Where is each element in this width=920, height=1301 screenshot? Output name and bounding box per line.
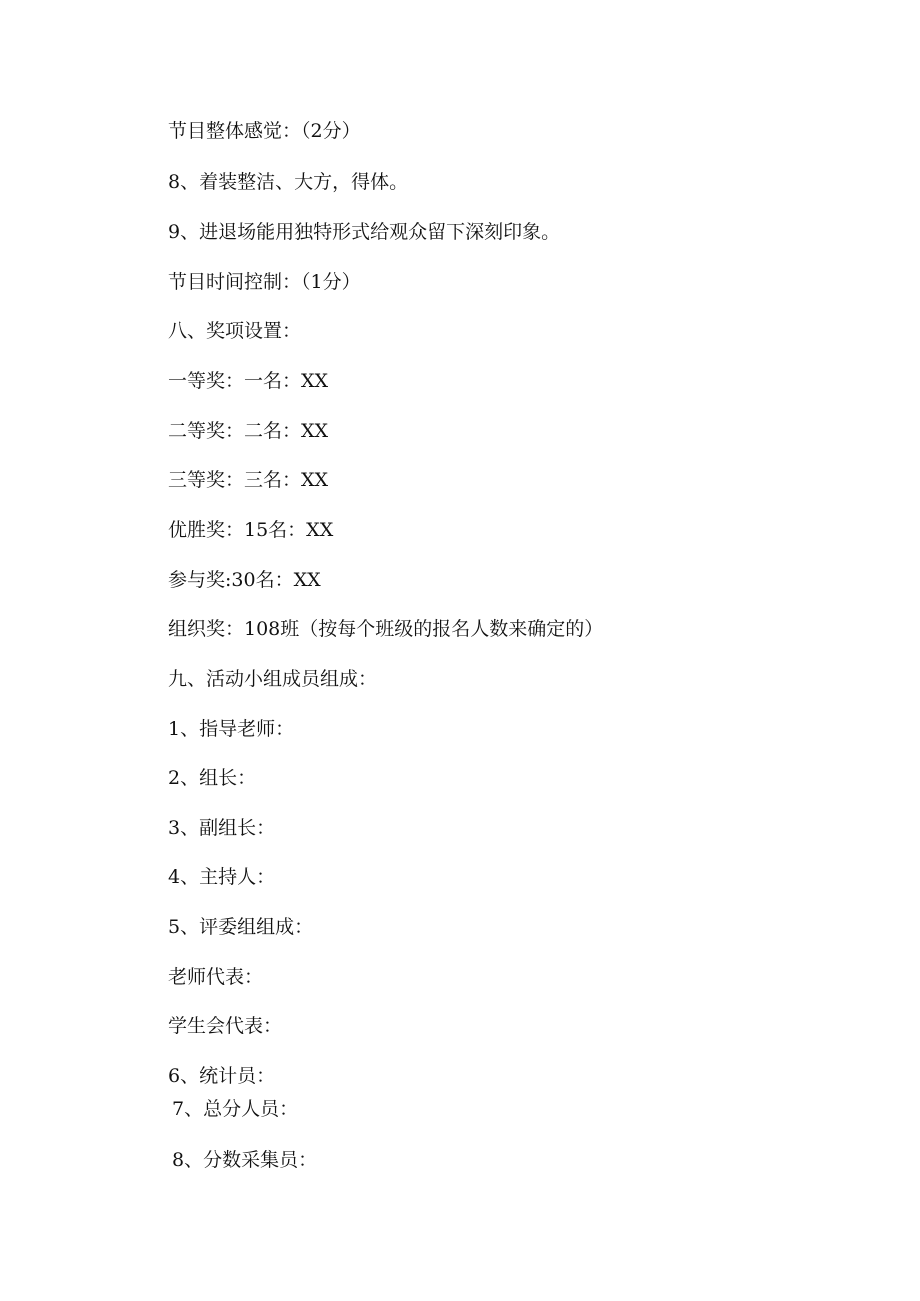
member-advisor: 1、指导老师： [168,718,295,740]
member-leader: 2、组长： [168,767,257,789]
section-time-control: 节目时间控制：（1分） [168,271,361,293]
member-statistician: 6、统计员： [168,1065,276,1087]
award-participation: 参与奖:30名：XX [168,569,321,591]
judges-student-union-rep: 学生会代表： [168,1015,283,1037]
member-vice-leader: 3、副组长： [168,817,276,839]
award-third-prize: 三等奖：三名：XX [168,469,329,491]
member-judges: 5、评委组组成： [168,916,314,938]
criterion-8-attire: 8、着装整洁、大方，得体。 [168,171,409,193]
member-score-collector: 8、分数采集员： [172,1149,318,1171]
heading-team-members: 九、活动小组成员组成： [168,668,378,690]
member-score-totaler: 7、总分人员： [172,1098,299,1120]
criterion-9-entrance: 9、进退场能用独特形式给观众留下深刻印象。 [168,221,561,243]
award-second-prize: 二等奖：二名：XX [168,420,329,442]
heading-awards: 八、奖项设置： [168,320,302,342]
judges-teacher-rep: 老师代表： [168,966,264,988]
award-excellence: 优胜奖：15名：XX [168,519,334,541]
award-first-prize: 一等奖：一名：XX [168,370,329,392]
member-host: 4、主持人： [168,866,276,888]
section-overall-feeling: 节目整体感觉：（2分） [168,120,361,142]
award-organization: 组织奖：108班（按每个班级的报名人数来确定的） [168,618,604,640]
